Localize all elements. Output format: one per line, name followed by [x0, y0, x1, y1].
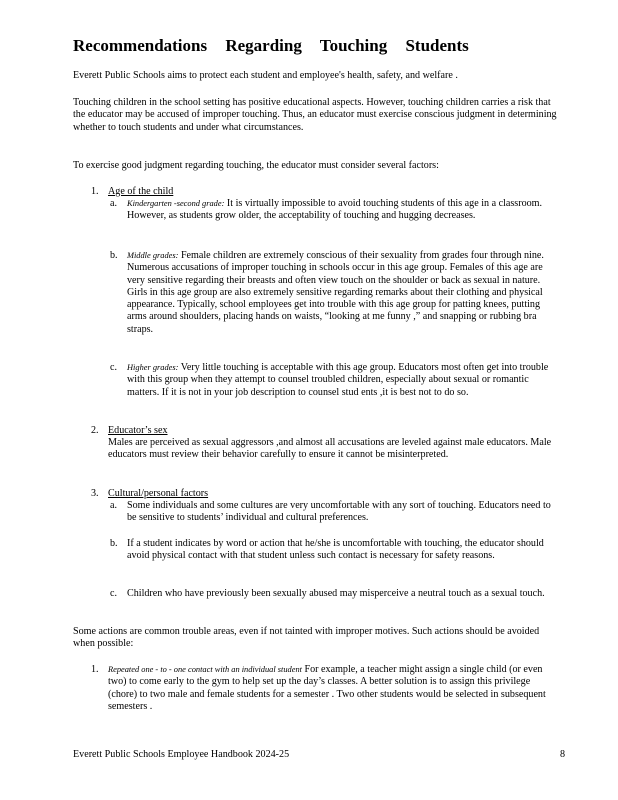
subitem-text — [127, 362, 559, 399]
subitem-body: It is virtually impossible to avoid touching students of this age in a classroom. However, as students grow older, the acceptability of touching and hugging decreases. — [127, 198, 543, 222]
subitem-text — [127, 250, 559, 336]
subitem-text — [127, 198, 559, 223]
action-label: Repeated one - to - one contact with an individual student — [108, 665, 302, 674]
factor-number: 2. — [91, 425, 99, 436]
subitem-letter: a. — [110, 198, 118, 209]
subitem-body: Very little touching is acceptable with this age group. Educators most often get into trouble with this group when they attempt to counsel troubled children, especially about sexual or romantic matters. If it is not in your job description to counsel stud ents ,it is best not to do so. — [127, 362, 549, 398]
page-title: Recommendations Regarding Touching Students — [73, 36, 469, 55]
action-text — [108, 664, 559, 713]
subitem-letter: c. — [110, 362, 118, 373]
action-body: For example, a teacher might assign a single child (or even two) to come early to the gym to help set up the day’s classes. A better solution is to assign this privilege (chore) to two male and female students for a semester . Two other students would be selected in subsequent semesters . — [108, 664, 546, 712]
factor-heading: Cultural/personal factors — [108, 488, 209, 499]
subitem-letter: a. — [110, 500, 118, 511]
subitem-body: Female children are extremely conscious of their sexuality from grades four through nine. Numerous accusations of improper touching in schools occur in this age group. Females of this age are very sensitive regarding their breasts and often view touch on the shoulder or back as sexual in nature. Girls in this age group are also extremely sensitive regarding remarks about their clothing and physical appearance. Typically, school employees get into trouble with this age group for patting knees, putting arms around shoulders, placing hands on waists, “looking at me funny ,” and snapping or rubbing bra straps. — [127, 250, 544, 335]
subitem-letter: b. — [110, 538, 118, 549]
footer-handbook: Everett Public Schools Employee Handbook 2024-25 — [73, 749, 290, 760]
factors-intro: To exercise good judgment regarding touching, the educator must consider several factors: — [73, 160, 439, 171]
factor-number: 3. — [91, 488, 99, 499]
subitem-body: Some individuals and some cultures are very uncomfortable with any sort of touching. Educators need to be sensitive to students’ individual and cultural preferences. — [127, 500, 551, 524]
actions-intro: Some actions are common trouble areas, even if not tainted with improper motives. Such actions should be avoided when possible: — [73, 626, 540, 650]
subitem-label: Higher grades: — [127, 363, 179, 372]
factor-heading: Age of the child — [108, 186, 174, 197]
action-number: 1. — [91, 664, 99, 675]
intro-paragraph: Everett Public Schools aims to protect each student and employee's health, safety, and welfare . — [73, 70, 458, 81]
subitem-label: Kindergarten -second grade: — [127, 199, 225, 208]
subitem-body: If a student indicates by word or action that he/she is uncomfortable with touching, the educator should avoid physical contact with that student unless such contact is necessary for safety reasons. — [127, 538, 544, 562]
factor-heading: Educator’s sex — [108, 425, 168, 436]
page-number: 8 — [560, 749, 566, 760]
subitem-letter: b. — [110, 250, 118, 261]
subitem-body: Children who have previously been sexually abused may misperceive a neutral touch as a sexual touch. — [127, 588, 545, 599]
touching-paragraph: Touching children in the school setting has positive educational aspects. However, touching children carries a risk that the educator may be accused of improper touching. Thus, an educator must exercise conscious judgment in determining whether to touch students and under what circumstances. — [73, 97, 557, 133]
factor-number: 1. — [91, 186, 99, 197]
subitem-letter: c. — [110, 588, 118, 599]
factor-text: Males are perceived as sexual aggressors ,and almost all accusations are leveled against male educators. Male educators must review their behavior carefully to ensure it cannot be misinterpreted. — [108, 437, 552, 461]
subitem-label: Middle grades: — [127, 251, 179, 260]
